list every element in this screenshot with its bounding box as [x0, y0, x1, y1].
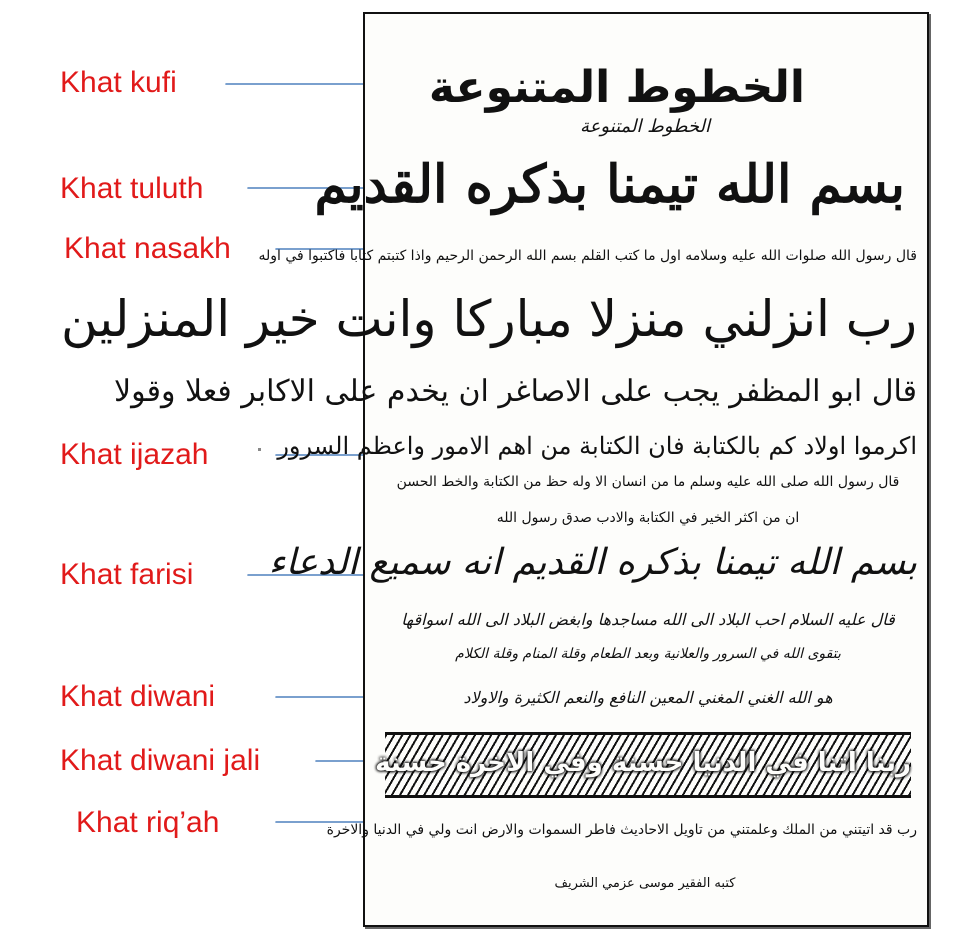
tuluth-large-line: رب انزلني منزلا مباركا وانت خير المنزلين [61, 290, 917, 348]
riqah-line: رب قد اتيتني من الملك وعلمتني من تاويل الاحاديث فاطر السموات والارض انت ولي في الدنيا والاخرة [326, 822, 917, 838]
label-khat-diwani-jali: Khat diwani jali [60, 744, 261, 777]
signature-line: كتبه الفقير موسى عزمي الشريف [554, 876, 736, 891]
label-khat-diwani: Khat diwani [60, 680, 216, 713]
ijazah-line-3: ان من اكثر الخير في الكتابة والادب صدق رسول الله [496, 510, 800, 526]
label-khat-tuluth: Khat tuluth [60, 172, 204, 205]
diwani-jali-line: ربنا اتنا في الدنيا حسنة وفي الاخرة حسنة [375, 748, 911, 778]
stray-dot [258, 448, 261, 451]
farisi-line-2: قال عليه السلام احب البلاد الى الله مساجدها وابغض البلاد الى الله اسواقها [401, 610, 895, 629]
kufi-subtitle: الخطوط المتنوعة [580, 116, 710, 137]
tuluth-basmala: بسم الله تيمنا بذكره القديم [314, 154, 905, 215]
label-khat-riqah: Khat riq’ah [76, 806, 220, 839]
label-khat-farisi: Khat farisi [60, 558, 194, 591]
ijazah-line-2: قال رسول الله صلى الله عليه وسلم ما من انسان الا وله حظ من الكتابة والخط الحسن [396, 474, 900, 490]
label-khat-ijazah: Khat ijazah [60, 438, 209, 471]
kufi-title: الخطوط المتنوعة [428, 62, 805, 113]
label-khat-nasakh: Khat nasakh [64, 232, 231, 265]
farisi-line: بسم الله تيمنا بذكره القديم انه سميع الدعاء [268, 542, 917, 583]
nasakh-line: قال رسول الله صلوات الله عليه وسلامه اول ما كتب القلم بسم الله الرحمن الرحيم واذا كتبتم كتابا فاكتبوا في اوله [258, 248, 917, 264]
diwani-line: هو الله الغني المغني المعين النافع والنعم الكثيرة والاولاد [463, 688, 833, 707]
label-khat-kufi: Khat kufi [60, 66, 177, 99]
tuluth-medium-line: قال ابو المظفر يجب على الاصاغر ان يخدم على الاكابر فعلا وقولا [114, 374, 917, 409]
farisi-line-3: بتقوى الله في السرور والعلانية وبعد الطعام وقلة المنام وقلة الكلام [455, 646, 841, 662]
ijazah-line-1: اكرموا اولاد كم بالكتابة فان الكتابة من اهم الامور واعظم السرور [277, 432, 917, 460]
